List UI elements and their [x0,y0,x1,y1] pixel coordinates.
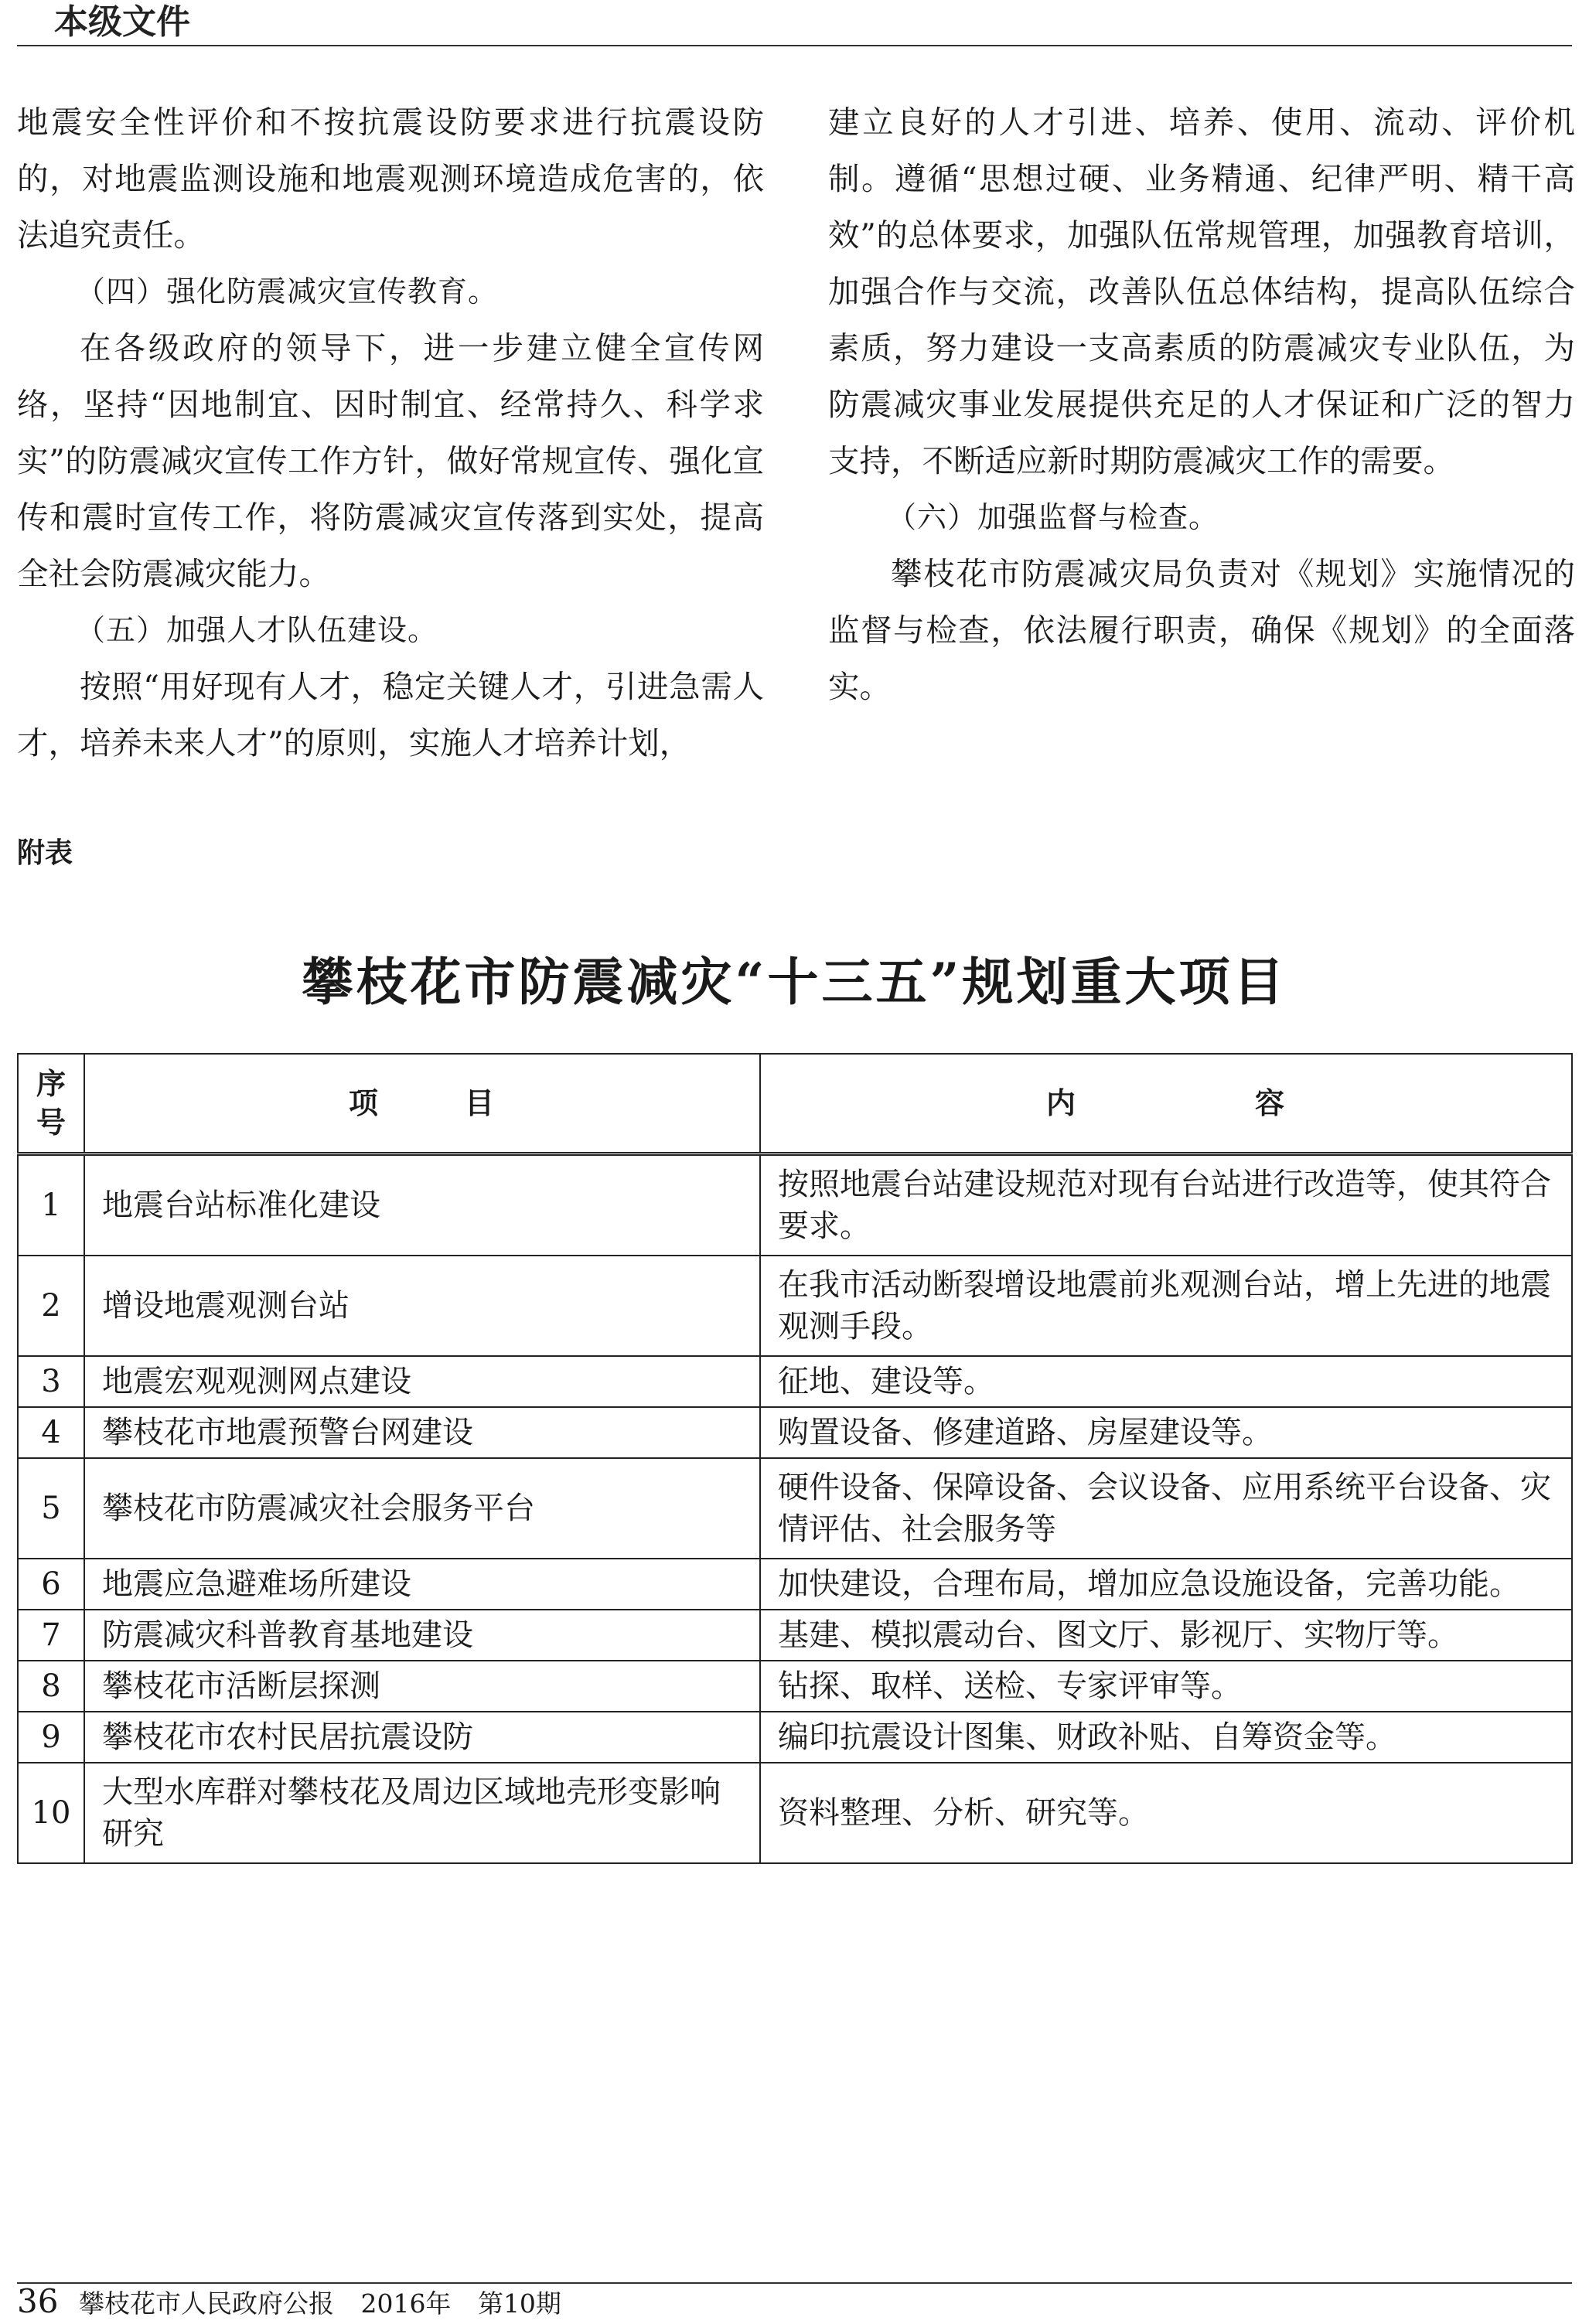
row-item: 攀枝花市活断层探测 [84,1661,760,1712]
projects-table [17,1053,1573,1864]
row-content: 基建、模拟震动台、图文厅、影视厅、实物厅等。 [760,1610,1572,1661]
table-header-row [18,1054,1572,1154]
table-row [18,1154,1572,1256]
publication-name: 攀枝花市人民政府公报 [78,2288,334,2319]
header-content [760,1054,1572,1154]
page-number: 36 [17,2282,59,2320]
row-num: 5 [18,1458,84,1559]
row-num: 10 [18,1763,84,1863]
row-item: 攀枝花市防震减灾社会服务平台 [84,1458,760,1559]
row-item: 防震减灾科普教育基地建设 [84,1610,760,1661]
page-header-title: 本级文件 [54,2,190,42]
paragraph: 按照“用好现有人才，稳定关键人才，引进急需人才，培养未来人才”的原则，实施人才培养计划， [17,668,764,762]
issue-number: 第10期 [477,2288,561,2319]
header-num-line2: 号 [36,1106,66,1140]
row-item: 增设地震观测台站 [84,1256,760,1356]
row-content: 编印抗震设计图集、财政补贴、自筹资金等。 [760,1712,1572,1763]
header-content-b: 容 [1255,1086,1287,1120]
paragraph: 在各级政府的领导下，进一步建立健全宣传网络，坚持“因地制宜、因时制宜、经常持久、科学求实”的防震减灾宣传工作方针，做好常规宣传、强化宣传和震时宣传工作，将防震减灾宣传落到实处，提高全社会防震减灾能力。 [17,329,764,592]
table-row [18,1661,1572,1712]
header-item [84,1054,760,1154]
header-divider [17,45,1572,46]
header-num [18,1054,84,1154]
section-heading-4: （四）强化防震减灾宣传教育。 [76,274,499,308]
paragraph: 地震安全性评价和不按抗震设防要求进行抗震设防的，对地震监测设施和地震观测环境造成危害的，依法追究责任。 [17,104,764,254]
row-content: 征地、建设等。 [760,1356,1572,1407]
row-content: 硬件设备、保障设备、会议设备、应用系统平台设备、灾情评估、社会服务等 [760,1458,1572,1559]
row-num: 7 [18,1610,84,1661]
page-footer [17,2284,561,2322]
section-heading-5: （五）加强人才队伍建设。 [76,613,438,647]
row-content: 资料整理、分析、研究等。 [760,1763,1572,1863]
row-content: 按照地震台站建设规范对现有台站进行改造等，使其符合要求。 [760,1154,1572,1256]
row-num: 8 [18,1661,84,1712]
table-row [18,1763,1572,1863]
row-num: 6 [18,1559,84,1610]
table-row [18,1356,1572,1407]
attachment-label: 附表 [17,837,73,869]
row-num: 3 [18,1356,84,1407]
row-item: 攀枝花市农村民居抗震设防 [84,1712,760,1763]
row-item: 大型水库群对攀枝花及周边区域地壳形变影响研究 [84,1763,760,1863]
row-num: 4 [18,1407,84,1458]
row-item: 攀枝花市地震预警台网建设 [84,1407,760,1458]
row-item: 地震应急避难场所建设 [84,1559,760,1610]
table-row [18,1458,1572,1559]
row-num: 9 [18,1712,84,1763]
left-text-column [17,94,764,772]
row-item: 地震台站标准化建设 [84,1154,760,1256]
row-num: 1 [18,1154,84,1256]
table-row [18,1256,1572,1356]
header-content-a: 内 [1045,1086,1077,1120]
row-item: 地震宏观观测网点建设 [84,1356,760,1407]
table-row [18,1407,1572,1458]
table-row [18,1610,1572,1661]
row-content: 钻探、取样、送检、专家评审等。 [760,1661,1572,1712]
table-title: 攀枝花市防震减灾“十三五”规划重大项目 [302,952,1287,1012]
table-row [18,1559,1572,1610]
paragraph: 建立良好的人才引进、培养、使用、流动、评价机制。遵循“思想过硬、业务精通、纪律严明、精干高效”的总体要求，加强队伍常规管理，加强教育培训，加强合作与交流，改善队伍总体结构，提高队伍综合素质，努力建设一支高素质的防震减灾专业队伍，为防震减灾事业发展提供充足的人才保证和广泛的智力支持，不断适应新时期防震减灾工作的需要。 [828,104,1575,479]
paragraph: 攀枝花市防震减灾局负责对《规划》实施情况的监督与检查，依法履行职责，确保《规划》的全面落实。 [828,555,1575,705]
right-text-column [828,94,1575,715]
row-content: 购置设备、修建道路、房屋建设等。 [760,1407,1572,1458]
row-num: 2 [18,1256,84,1356]
table-row [18,1712,1572,1763]
header-item-b: 目 [465,1086,496,1120]
section-heading-6: （六）加强监督与检查。 [887,500,1219,534]
header-item-a: 项 [348,1086,380,1120]
row-content: 加快建设，合理布局，增加应急设施设备，完善功能。 [760,1559,1572,1610]
publication-year: 2016年 [360,2288,452,2319]
row-content: 在我市活动断裂增设地震前兆观测台站，增上先进的地震观测手段。 [760,1256,1572,1356]
header-num-line1: 序 [36,1067,66,1101]
